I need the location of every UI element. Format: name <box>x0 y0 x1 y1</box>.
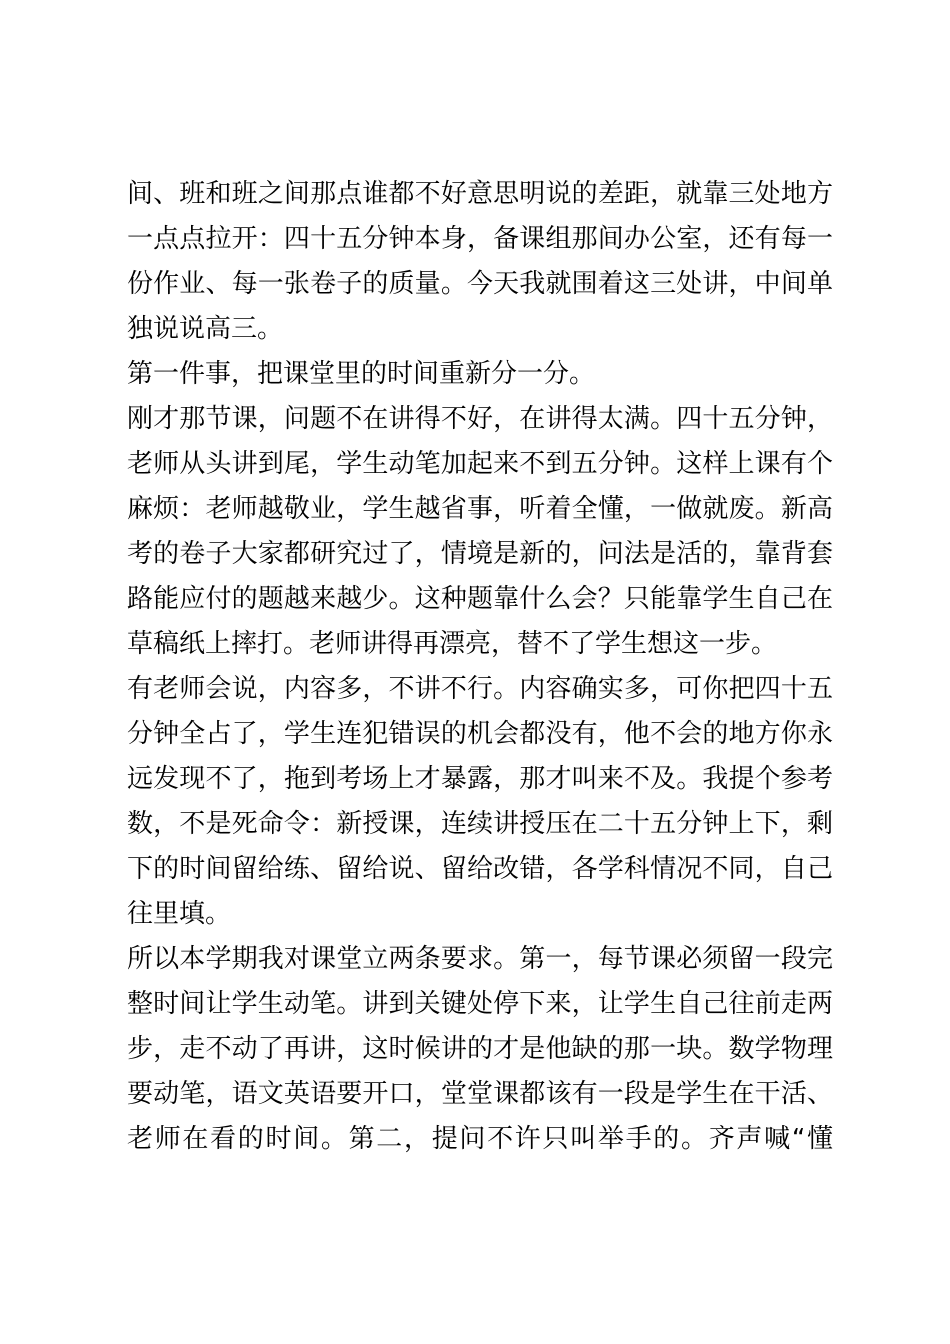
text-line: 独说说高三。 <box>127 314 284 344</box>
text-line: 数，不是死命令：新授课，连续讲授压在二十五分钟上下，剩 <box>127 809 833 839</box>
document-body <box>127 172 833 1162</box>
text-line: 间、班和班之间那点谁都不好意思明说的差距，就靠三处地方 <box>127 179 833 209</box>
text-line: 整时间让学生动笔。讲到关键处停下来，让学生自己往前走两 <box>127 989 833 1019</box>
text-line: 一点点拉开：四十五分钟本身，备课组那间办公室，还有每一 <box>127 224 833 254</box>
text-line: 步，走不动了再讲，这时候讲的才是他缺的那一块。数学物理 <box>127 1034 833 1064</box>
text-line: 路能应付的题越来越少。这种题靠什么会？只能靠学生自己在 <box>127 584 833 614</box>
text-line: 刚才那节课，问题不在讲得不好，在讲得太满。四十五分钟， <box>127 404 833 434</box>
text-line: 麻烦：老师越敬业，学生越省事，听着全懂，一做就废。新高 <box>127 494 833 524</box>
text-line: 考的卷子大家都研究过了，情境是新的，问法是活的，靠背套 <box>127 539 833 569</box>
text-line: 老师从头讲到尾，学生动笔加起来不到五分钟。这样上课有个 <box>127 449 833 479</box>
text-line: 要动笔，语文英语要开口，堂堂课都该有一段是学生在干活、 <box>127 1079 833 1109</box>
text-line: 有老师会说，内容多，不讲不行。内容确实多，可你把四十五 <box>127 674 833 704</box>
text-line: 草稿纸上摔打。老师讲得再漂亮，替不了学生想这一步。 <box>127 629 778 659</box>
text-line: 下的时间留给练、留给说、留给改错，各学科情况不同，自己 <box>127 854 833 884</box>
text-line: 所以本学期我对课堂立两条要求。第一，每节课必须留一段完 <box>127 944 833 974</box>
text-line: 第一件事，把课堂里的时间重新分一分。 <box>127 359 596 389</box>
text-line: 远发现不了，拖到考场上才暴露，那才叫来不及。我提个参考 <box>127 764 833 794</box>
text-line: 分钟全占了，学生连犯错误的机会都没有，他不会的地方你永 <box>127 719 833 749</box>
text-line: 往里填。 <box>127 899 232 929</box>
text-line: 老师在看的时间。第二，提问不许只叫举手的。齐声喊“懂 <box>127 1124 833 1154</box>
text-line: 份作业、每一张卷子的质量。今天我就围着这三处讲，中间单 <box>127 269 833 299</box>
